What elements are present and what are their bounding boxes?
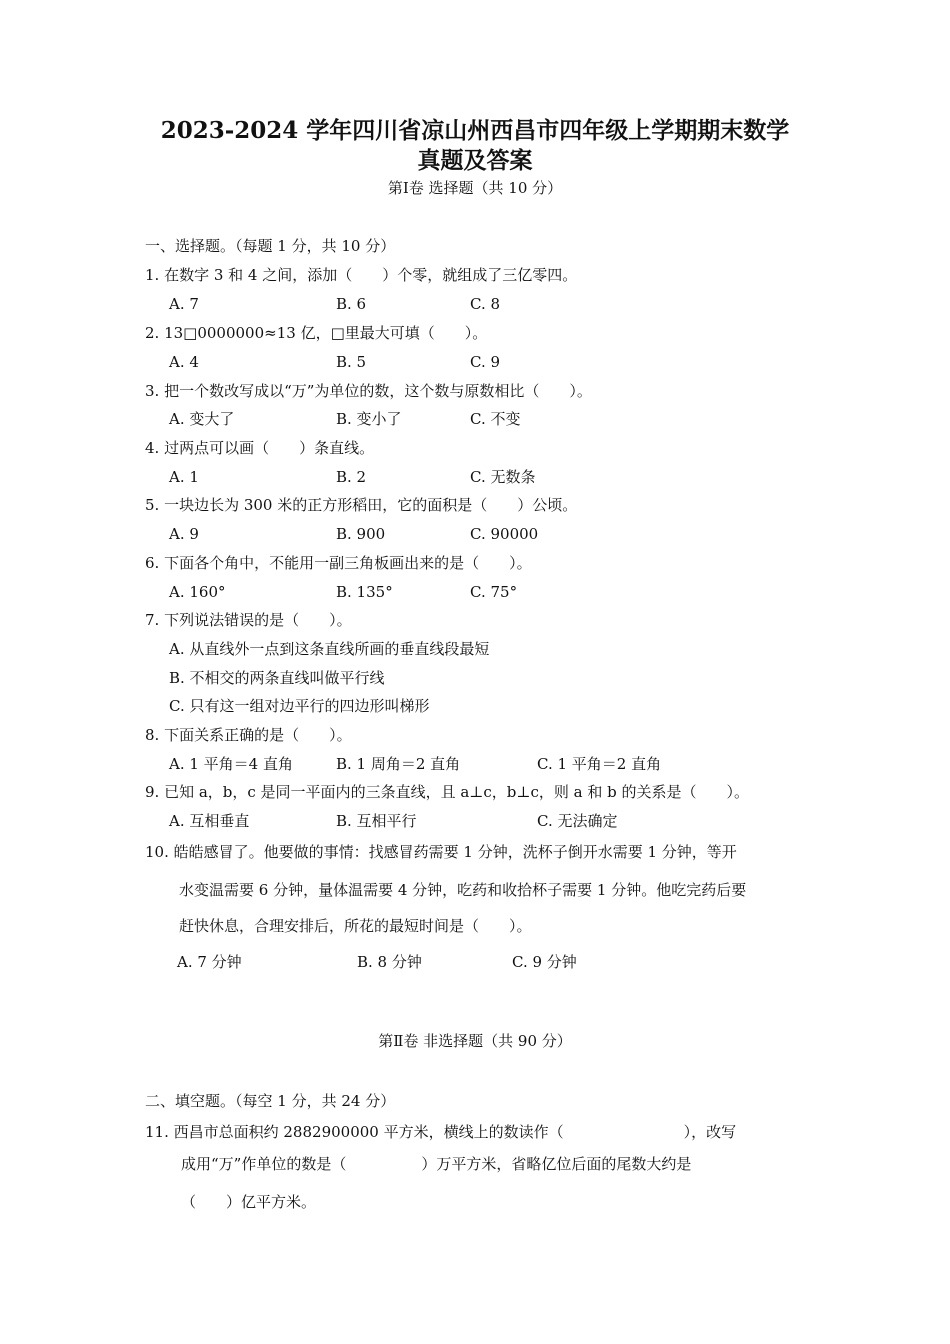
question-8: 8. 下面关系正确的是（ ）。 — [145, 726, 352, 744]
section1-heading: 一、选择题。（每题 1 分，共 10 分） — [145, 237, 396, 255]
document-title-line1: 2023-2024 学年四川省凉山州西昌市四年级上学期期末数学 — [160, 117, 790, 144]
q1-option-b: B. 6 — [336, 295, 367, 313]
q5-option-c: C. 90000 — [470, 525, 539, 543]
q4-option-a: A. 1 — [169, 468, 199, 486]
q1-option-a: A. 7 — [169, 295, 199, 313]
question-11-line3: （ ）亿平方米。 — [181, 1193, 317, 1211]
q3-option-a: A. 变大了 — [169, 410, 235, 428]
q8-option-b: B. 1 周角＝2 直角 — [336, 755, 461, 773]
question-4: 4. 过两点可以画（ ）条直线。 — [145, 439, 375, 457]
q10-option-a: A. 7 分钟 — [177, 953, 242, 971]
q9-option-b: B. 互相平行 — [336, 812, 417, 830]
part1-heading: 第Ⅰ卷 选择题（共 10 分） — [387, 179, 563, 197]
q1-option-c: C. 8 — [470, 295, 501, 313]
q7-option-c: C. 只有这一组对边平行的四边形叫梯形 — [169, 697, 430, 715]
part2-heading: 第Ⅱ卷 非选择题（共 90 分） — [378, 1032, 572, 1050]
question-6: 6. 下面各个角中，不能用一副三角板画出来的是（ ）。 — [145, 554, 532, 572]
question-11-line1: 11. 西昌市总面积约 2882900000 平方米，横线上的数读作（ ），改写 — [145, 1123, 737, 1141]
q2-option-c: C. 9 — [470, 353, 501, 371]
question-5: 5. 一块边长为 300 米的正方形稻田，它的面积是（ ）公顷。 — [145, 496, 578, 514]
document-title-line2: 真题及答案 — [417, 147, 533, 174]
question-11-line2: 成用“万”作单位的数是（ ）万平方米，省略亿位后面的尾数大约是 — [181, 1155, 692, 1173]
q2-option-a: A. 4 — [169, 353, 199, 371]
q9-option-c: C. 无法确定 — [537, 812, 618, 830]
q5-option-b: B. 900 — [336, 525, 386, 543]
q3-option-b: B. 变小了 — [336, 410, 402, 428]
q7-option-b: B. 不相交的两条直线叫做平行线 — [169, 669, 385, 687]
q7-option-a: A. 从直线外一点到这条直线所画的垂直线段最短 — [169, 640, 490, 658]
q6-option-c: C. 75° — [470, 583, 518, 601]
q6-option-b: B. 135° — [336, 583, 393, 601]
q8-option-a: A. 1 平角＝4 直角 — [169, 755, 293, 773]
q4-option-b: B. 2 — [336, 468, 367, 486]
q2-option-b: B. 5 — [336, 353, 367, 371]
section2-heading: 二、填空题。（每空 1 分，共 24 分） — [145, 1092, 396, 1110]
question-9: 9. 已知 a，b，c 是同一平面内的三条直线，且 a⊥c，b⊥c，则 a 和 b 的关系是（ ）。 — [145, 783, 750, 801]
q10-option-c: C. 9 分钟 — [512, 953, 577, 971]
question-2: 2. 13□0000000≈13 亿，□里最大可填（ ）。 — [145, 324, 488, 342]
q6-option-a: A. 160° — [169, 583, 226, 601]
question-3: 3. 把一个数改写成以“万”为单位的数，这个数与原数相比（ ）。 — [145, 382, 592, 400]
q5-option-a: A. 9 — [169, 525, 199, 543]
q10-option-b: B. 8 分钟 — [357, 953, 422, 971]
q8-option-c: C. 1 平角＝2 直角 — [537, 755, 662, 773]
question-10-line2: 水变温需要 6 分钟，量体温需要 4 分钟，吃药和收拾杯子需要 1 分钟。他吃完药后要 — [179, 881, 747, 899]
q3-option-c: C. 不变 — [470, 410, 521, 428]
question-10-line3: 赶快休息，合理安排后，所花的最短时间是（ ）。 — [179, 917, 532, 935]
q4-option-c: C. 无数条 — [470, 468, 536, 486]
question-7: 7. 下列说法错误的是（ ）。 — [145, 611, 352, 629]
q9-option-a: A. 互相垂直 — [169, 812, 250, 830]
question-10-line1: 10. 皓皓感冒了。他要做的事情：找感冒药需要 1 分钟，洗杯子倒开水需要 1 分钟，等开 — [145, 843, 737, 861]
question-1: 1. 在数字 3 和 4 之间，添加（ ）个零，就组成了三亿零四。 — [145, 266, 578, 284]
